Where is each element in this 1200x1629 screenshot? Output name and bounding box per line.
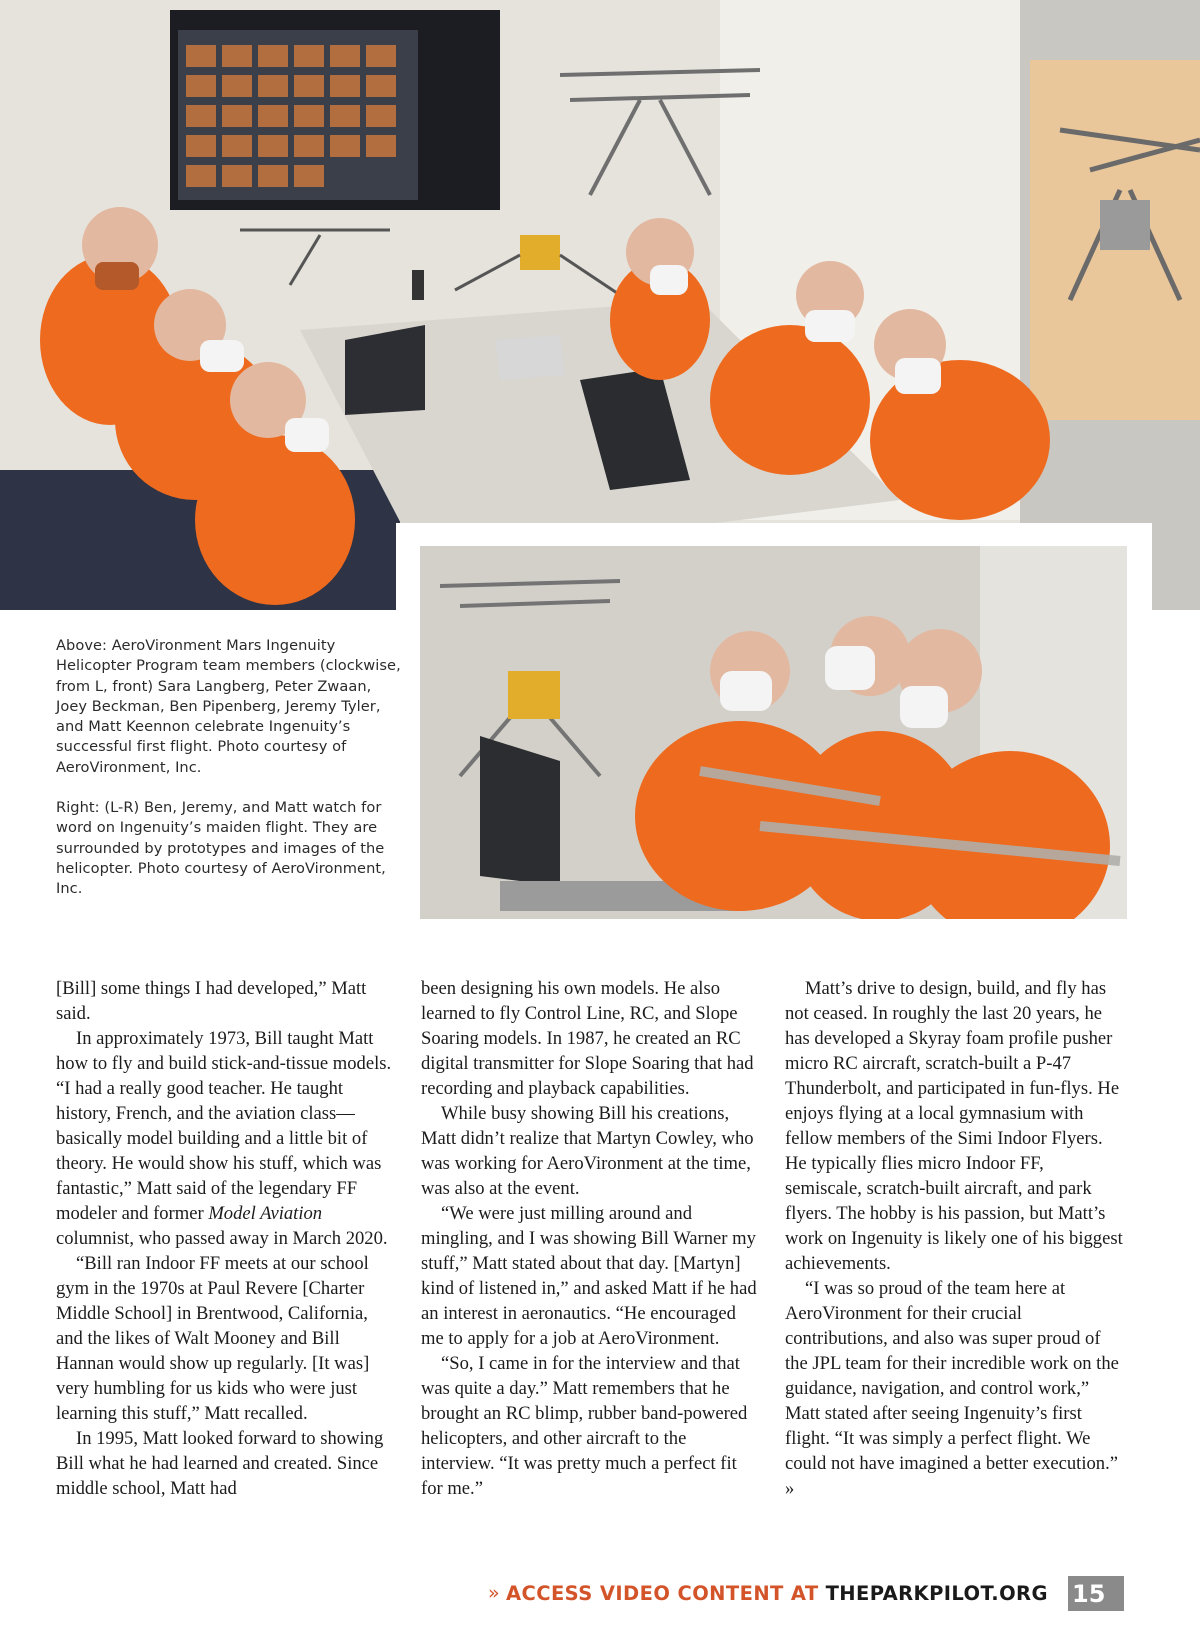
- publication-title: Model Aviation: [208, 1203, 323, 1224]
- footer-video-link[interactable]: [488, 1576, 1048, 1610]
- article-column-1: [56, 976, 396, 1501]
- footer-site-link[interactable]: THEPARKPILOT.ORG: [825, 1581, 1048, 1605]
- article-column-3: [785, 976, 1125, 1501]
- paragraph-text: In approximately 1973, Bill taught Matt how to fly and build stick-and-tissue models. “I had a really good teacher. He taught history, French, and the aviation class—basically model building and a little bit of theory. He would show his stuff, which was fantastic,” Matt said of the legendary FF modeler and former: [56, 1028, 392, 1224]
- footer-access-label: ACCESS VIDEO CONTENT AT: [506, 1581, 819, 1605]
- paragraph: “So, I came in for the interview and that was quite a day.” Matt remembers that he brought an RC blimp, rubber band-powered helicopters, and other aircraft to the interview. “It was pretty much a perfect fit for me.”: [421, 1353, 748, 1499]
- article-column-2: [421, 976, 761, 1501]
- caption-right: Right: (L-R) Ben, Jeremy, and Matt watch for word on Ingenuity’s maiden flight. They are surrounded by prototypes and images of the helicopter. Photo courtesy of AeroVironment, Inc.: [56, 799, 386, 898]
- paragraph-text: columnist, who passed away in March 2020.: [56, 1228, 388, 1249]
- paragraph: been designing his own models. He also learned to fly Control Line, RC, and Slope Soaring models. In 1987, he created an RC digital transmitter for Slope Soaring that had recording and playback capabilities.: [421, 978, 754, 1099]
- paragraph: Matt’s drive to design, build, and fly has not ceased. In roughly the last 20 years, he has developed a Skyray foam profile pusher micro RC aircraft, scratch-built a P-47 Thunderbolt, and participated in fun-flys. He enjoys flying at a local gymnasium with fellow members of the Simi Indoor Flyers. He typically flies micro Indoor FF, semiscale, scratch-built aircraft, and park flyers. The hobby is his passion, but Matt’s work on Ingenuity is likely one of his biggest achievements.: [785, 978, 1123, 1274]
- main-photo: [0, 0, 1200, 610]
- paragraph: “Bill ran Indoor FF meets at our school gym in the 1970s at Paul Revere [Charter Middle School] in Brentwood, California, and the likes of Walt Mooney and Bill Hannan would show up regularly. [It was] very humbling for us kids who were just learning this stuff,” Matt recalled.: [56, 1253, 370, 1424]
- paragraph: In 1995, Matt looked forward to showing Bill what he had learned and created. Since middle school, Matt had: [56, 1428, 384, 1499]
- article-body: [56, 976, 1126, 1556]
- paragraph: “We were just milling around and mingling, and I was showing Bill Warner my stuff,” Matt stated about that day. [Martyn] kind of listened in,” and asked Matt if he had an interest in aeronautics. “He encouraged me to apply for a job at AeroVironment.: [421, 1203, 757, 1349]
- inset-photo: [420, 546, 1127, 919]
- caption-above: Above: AeroVironment Mars Ingenuity Helicopter Program team members (clockwise, from L, front) Sara Langberg, Peter Zwaan, Joey Beckman, Ben Pipenberg, Jeremy Tyler, and Matt Keennon celebrate Ingenuity’s successful first flight. Photo courtesy of AeroVironment, Inc.: [56, 637, 401, 776]
- paragraph: [56, 1026, 396, 1251]
- page-number: 15: [1068, 1576, 1124, 1611]
- photo-captions: [56, 636, 401, 920]
- paragraph: “I was so proud of the team here at AeroVironment for their crucial contributions, and also was super proud of the JPL team for their incredible work on the guidance, navigation, and control work,” Matt stated after seeing Ingenuity’s first flight. “It was simply a perfect flight. We could not have imagined a better execution.” »: [785, 1278, 1119, 1499]
- paragraph: While busy showing Bill his creations, Matt didn’t realize that Martyn Cowley, who was working for AeroVironment at the time, was also at the event.: [421, 1103, 754, 1199]
- double-chevron-icon: »: [488, 1582, 501, 1604]
- paragraph: [Bill] some things I had developed,” Matt said.: [56, 978, 367, 1024]
